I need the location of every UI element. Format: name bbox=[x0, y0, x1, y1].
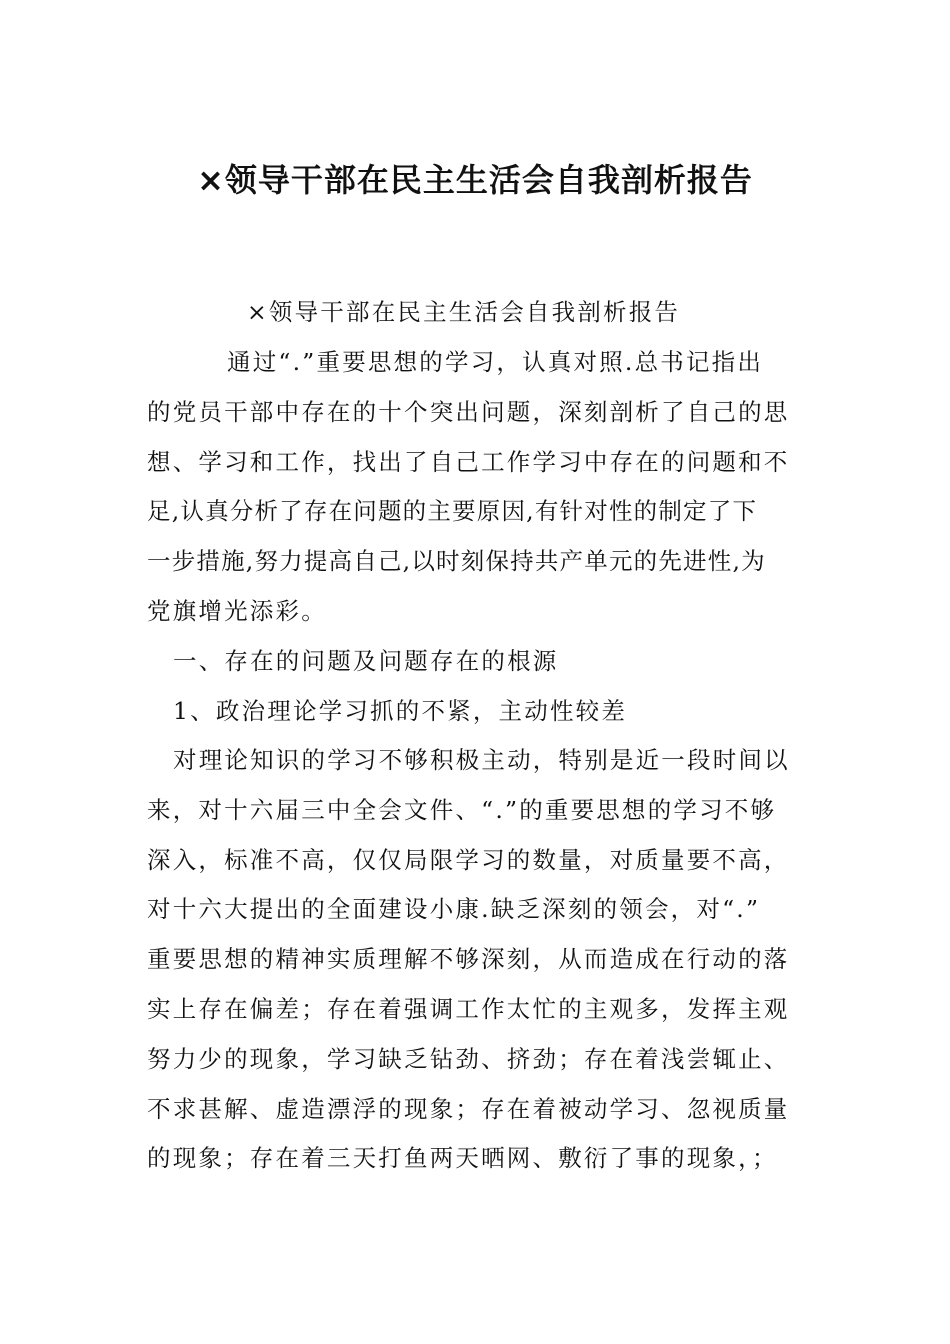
paragraph-theory-study bbox=[147, 736, 807, 1184]
section-heading-block bbox=[147, 637, 807, 737]
paragraph-line: 对十六大提出的全面建设小康.缺乏深刻的领会，对“.” bbox=[147, 895, 761, 924]
paragraph-line: 重要思想的精神实质理解不够深刻，从而造成在行动的落 bbox=[147, 945, 790, 974]
document-subtitle: ×领导干部在民主生活会自我剖析报告 bbox=[247, 298, 681, 326]
paragraph-line: 的党员干部中存在的十个突出问题，深刻剖析了自己的思 bbox=[147, 397, 790, 426]
document-subtitle-block bbox=[147, 288, 807, 338]
paragraph-line: 深入，标准不高，仅仅局限学习的数量，对质量要不高， bbox=[147, 845, 790, 874]
paragraph-line: 想、学习和工作，找出了自己工作学习中存在的问题和不 bbox=[147, 447, 790, 476]
paragraph-line: 通过“.”重要思想的学习，认真对照.总书记指出 bbox=[227, 348, 764, 376]
paragraph-line: 实上存在偏差；存在着强调工作太忙的主观多，发挥主观 bbox=[147, 994, 790, 1023]
document-title: ×领导干部在民主生活会自我剖析报告 bbox=[197, 161, 753, 199]
paragraph-line: 对理论知识的学习不够积极主动，特别是近一段时间以 bbox=[173, 746, 790, 774]
paragraph-line: 努力少的现象，学习缺乏钻劲、挤劲；存在着浅尝辄止、 bbox=[147, 1044, 790, 1073]
paragraph-line: 一步措施,努力提高自己,以时刻保持共产单元的先进性,为 bbox=[147, 547, 766, 576]
subsection-heading: 1、政治理论学习抓的不紧，主动性较差 bbox=[173, 696, 628, 725]
paragraph-line: 不求甚解、虚造漂浮的现象；存在着被动学习、忽视质量 bbox=[147, 1094, 790, 1123]
paragraph-intro bbox=[147, 338, 807, 637]
section-heading: 一、存在的问题及问题存在的根源 bbox=[173, 647, 559, 675]
paragraph-line: 党旗增光添彩。 bbox=[147, 596, 327, 625]
paragraph-line: 足,认真分析了存在问题的主要原因,有针对性的制定了下 bbox=[147, 497, 758, 526]
paragraph-line: 来，对十六届三中全会文件、“.”的重要思想的学习不够 bbox=[147, 795, 777, 824]
paragraph-line: 的现象；存在着三天打鱼两天晒网、敷衍了事的现象，； bbox=[147, 1144, 778, 1173]
